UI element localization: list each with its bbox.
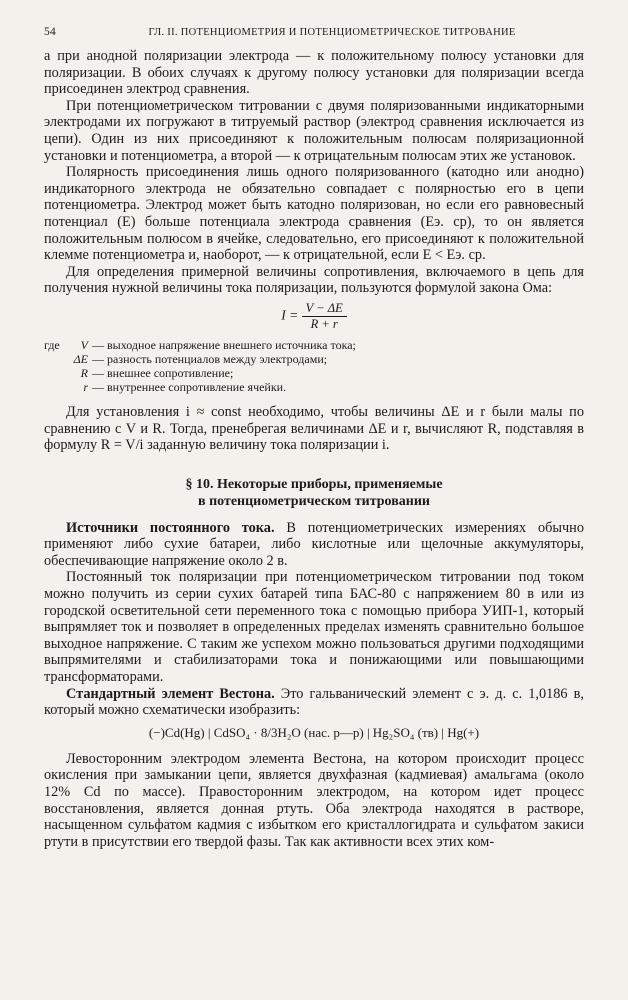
dc-sources-paragraph	[44, 520, 584, 570]
paragraph-1: а при анодной поляризации электрода — к положительному полюсу установки для поляризации. В обоих случаях к другому полюсу установки для поляризации всегда присоединен электрод сравнения.	[44, 48, 584, 98]
formula-fraction	[302, 301, 347, 332]
definition-text: — внутреннее сопротивление ячейки.	[92, 379, 287, 394]
definition-text: — выходное напряжение внешнего источника тока;	[92, 337, 356, 352]
definition-row	[44, 338, 584, 352]
book-page	[44, 26, 584, 850]
paragraph-5: Для установления i ≈ const необходимо, чтобы величины ΔE и r были малы по сравнению с V и R. Тогда, пренебрегая величинами ΔE и r, вычисляют R, подставляя в формулу R = V/i заданную величину тока поляризации i.	[44, 403, 584, 454]
definition-text: — разность потенциалов между электродами;	[92, 351, 328, 366]
definition-row	[44, 352, 584, 366]
where-lead: где	[44, 337, 60, 352]
formula-numerator: V − ΔE	[302, 301, 347, 317]
definition-var: R	[80, 365, 88, 380]
variable-definitions	[44, 338, 584, 394]
section-heading	[44, 476, 584, 510]
ohm-law-formula	[44, 301, 584, 332]
dc-sources-text: В потенциометрических измерениях обычно применяют либо сухие батареи, либо кислотные или щелочные аккумуляторы, обеспечивающие напряжение около 2 в.	[44, 519, 584, 569]
section-heading-line-2: в потенциометрическом титровании	[198, 493, 430, 509]
weston-cell-paragraph	[44, 686, 584, 719]
definition-var: r	[83, 379, 88, 394]
definition-var: V	[80, 337, 88, 352]
definition-var: ΔE	[73, 351, 88, 366]
formula-lhs: I =	[281, 307, 299, 323]
weston-cell-text: Это гальванический элемент с э. д. с. 1,0186 в, который можно схематически изобразить:	[44, 685, 584, 719]
definition-row	[44, 366, 584, 380]
electrodes-paragraph: Левосторонним электродом элемента Вестона, на котором происходит процесс окисления при замыкании цепи, является двухфазная (кадмиевая) амальгама (около 12% Cd по массе). Правосторонним электродом, на котором идет процесс восстановления, является донная ртуть. Оба электрода находятся в растворе, насыщенном сульфатом кадмия с избытком его кристаллогидрата и сульфатом закиси ртути в присутствии его твердой фазы. Так как активности всех этих ком-	[44, 750, 584, 850]
section-heading-line-1: § 10. Некоторые приборы, применяемые	[185, 476, 443, 492]
running-head	[44, 26, 584, 38]
page-number: 54	[44, 26, 56, 38]
paragraph-4: Для определения примерной величины сопротивления, включаемого в цепь для получения нужной величины тока поляризации, пользуются формулой закона Ома:	[44, 263, 584, 297]
definition-row	[44, 380, 584, 394]
formula-denominator: R + r	[310, 316, 338, 331]
paragraph-3: Полярность присоединения лишь одного поляризованного (катодно или анодно) индикаторного электрода не обязательно совпадает с полярностью его в цепи потенциометра. Электрод может быть катодно поляризован, но если его равновесный потенциал (E) больше потенциала электрода сравнения (Eэ. ср), то он является положительным полюсом в ячейке, следовательно, его присоединяют к положительной клемме потенциометра и, наоборот, — к отрицательной, если E < Eэ. ср.	[44, 164, 584, 264]
definition-text: — внешнее сопротивление;	[92, 365, 234, 380]
weston-cell-formula: (−)Cd(Hg) | CdSO₄ · 8/3H₂O (нас. р—р) | Hg₂SO₄ (тв) | Hg(+)	[148, 724, 480, 740]
paragraph-2: При потенциометрическом титровании с двумя поляризованными индикаторными электродами их погружают в титруемый раствор (электрод сравнения исключается из цепи). Один из них присоединяют к положительным полюсам поляризационной установки и потенциометра, а второй — к отрицательным полюсам этих же установок.	[44, 97, 584, 164]
polarization-current-paragraph: Постоянный ток поляризации при потенциометрическом титровании под током можно получить из серии сухих батарей типа БАС-80 с напряжением 80 в или из городской осветительной сети переменного тока с помощью прибора УИП-1, который выпрямляет ток и позволяет в определенных пределах изменять сравнительно большое выходное напряжение. С таким же успехом можно пользоваться другими подходящими выпрямителями и стабилизаторами тока и понижающими или повышающими трансформаторами.	[44, 569, 584, 686]
running-title: ГЛ. II. ПОТЕНЦИОМЕТРИЯ И ПОТЕНЦИОМЕТРИЧЕСКОЕ ТИТРОВАНИЕ	[148, 27, 516, 38]
run-in-heading: Стандартный элемент Вестона.	[66, 685, 275, 702]
run-in-heading: Источники постоянного тока.	[66, 519, 275, 536]
